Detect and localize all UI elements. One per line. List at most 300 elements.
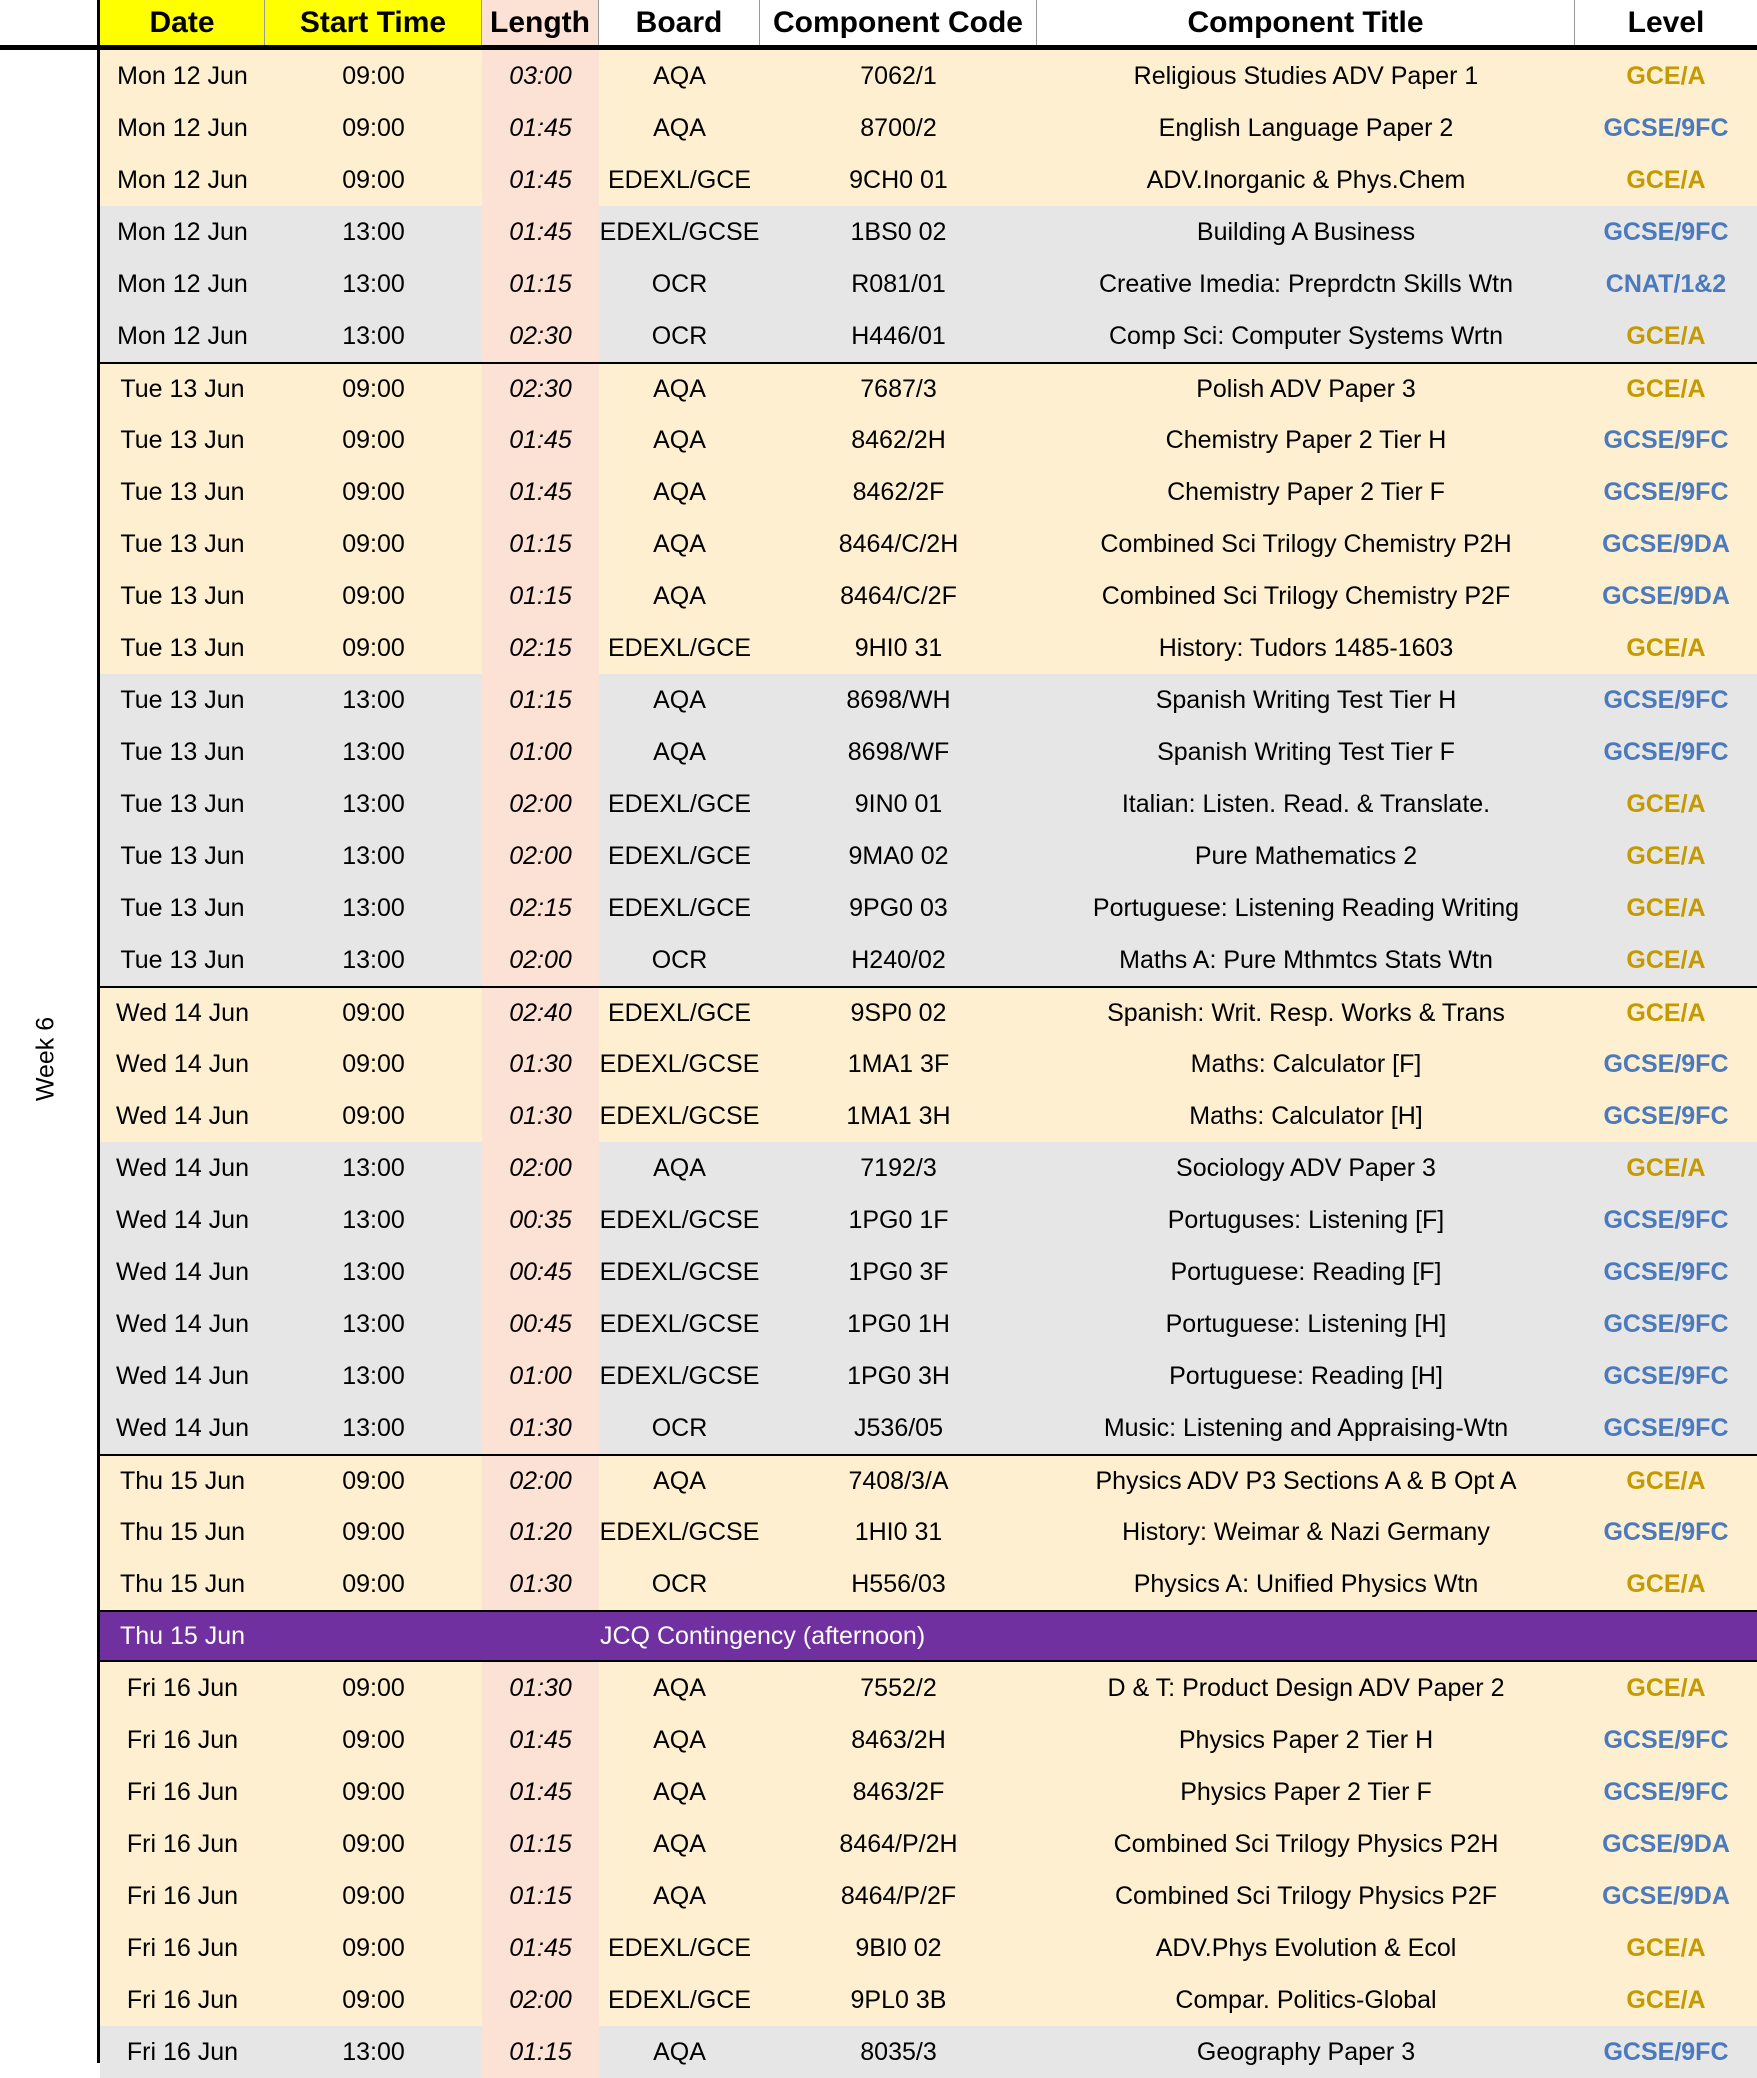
cell-level: GCSE/9FC bbox=[1603, 1257, 1729, 1286]
table-row bbox=[100, 102, 1757, 154]
cell-level: GCSE/9FC bbox=[1603, 1205, 1729, 1234]
cell-board: OCR bbox=[651, 945, 708, 974]
cell-title: History: Weimar & Nazi Germany bbox=[1122, 1517, 1490, 1546]
cell-level: GCSE/9FC bbox=[1603, 685, 1729, 714]
cell-start: 13:00 bbox=[342, 1361, 405, 1390]
cell-board: EDEXL/GCSE bbox=[599, 1101, 760, 1130]
cell-start: 09:00 bbox=[342, 529, 405, 558]
cell-level: GCSE/9FC bbox=[1603, 1725, 1729, 1754]
table-row bbox=[100, 1870, 1757, 1922]
table-row bbox=[100, 1350, 1757, 1402]
cell-length: 01:15 bbox=[482, 1870, 599, 1922]
cell-date: Tue 13 Jun bbox=[120, 633, 245, 662]
cell-level: GCSE/9FC bbox=[1603, 477, 1729, 506]
cell-level: GCE/A bbox=[1626, 841, 1706, 870]
header-date: Date bbox=[100, 0, 265, 45]
cell-start: 13:00 bbox=[342, 1205, 405, 1234]
cell-code: 8698/WF bbox=[847, 737, 950, 766]
cell-length: 01:15 bbox=[482, 2026, 599, 2078]
cell-board: AQA bbox=[653, 685, 706, 714]
header-length: Length bbox=[482, 0, 599, 45]
cell-length: 01:30 bbox=[482, 1662, 599, 1714]
cell-title: Music: Listening and Appraising-Wtn bbox=[1103, 1413, 1509, 1442]
cell-length: 02:00 bbox=[482, 778, 599, 830]
cell-board: AQA bbox=[653, 1881, 706, 1910]
cell-date: Fri 16 Jun bbox=[126, 1673, 239, 1702]
table-row bbox=[100, 1818, 1757, 1870]
cell-board: AQA bbox=[653, 1153, 706, 1182]
cell-board: EDEXL/GCE bbox=[607, 1985, 752, 2014]
cell-length: 03:00 bbox=[482, 50, 599, 102]
table-row bbox=[100, 258, 1757, 310]
cell-code: 8464/C/2F bbox=[840, 581, 957, 610]
cell-start: 09:00 bbox=[342, 61, 405, 90]
cell-board: EDEXL/GCSE bbox=[599, 1309, 760, 1338]
cell-code: 8463/2F bbox=[852, 1777, 945, 1806]
cell-date: Thu 15 Jun bbox=[119, 1517, 246, 1546]
cell-board: AQA bbox=[653, 1466, 706, 1495]
cell-level: GCE/A bbox=[1626, 789, 1706, 818]
cell-code: 8700/2 bbox=[860, 113, 937, 142]
cell-board: EDEXL/GCE bbox=[607, 1933, 752, 1962]
cell-level: GCSE/9DA bbox=[1602, 529, 1730, 558]
cell-start: 13:00 bbox=[342, 217, 405, 246]
cell-title: Combined Sci Trilogy Chemistry P2F bbox=[1101, 581, 1511, 610]
cell-code: 9SP0 02 bbox=[850, 998, 947, 1027]
cell-date: Wed 14 Jun bbox=[116, 1205, 249, 1234]
cell-date: Fri 16 Jun bbox=[126, 2037, 239, 2066]
cell-level: GCE/A bbox=[1626, 165, 1706, 194]
cell-title: Compar. Politics-Global bbox=[1175, 1985, 1437, 2014]
cell-code: 1MA1 3F bbox=[847, 1049, 950, 1078]
cell-level: GCE/A bbox=[1626, 998, 1706, 1027]
cell-start: 13:00 bbox=[342, 1413, 405, 1442]
table-row bbox=[100, 1142, 1757, 1194]
cell-level: GCE/A bbox=[1626, 1153, 1706, 1182]
cell-title: Maths: Calculator [H] bbox=[1189, 1101, 1423, 1130]
cell-start: 13:00 bbox=[342, 269, 405, 298]
cell-start: 09:00 bbox=[342, 374, 405, 403]
cell-code: H446/01 bbox=[851, 321, 946, 350]
table-row bbox=[100, 986, 1757, 1038]
cell-length: 01:30 bbox=[482, 1402, 599, 1454]
cell-date: Fri 16 Jun bbox=[126, 1881, 239, 1910]
cell-date: Tue 13 Jun bbox=[120, 789, 245, 818]
cell-level: GCSE/9FC bbox=[1603, 1361, 1729, 1390]
cell-level: GCE/A bbox=[1626, 1673, 1706, 1702]
table-row bbox=[100, 1246, 1757, 1298]
cell-length: 01:45 bbox=[482, 466, 599, 518]
table-row bbox=[100, 50, 1757, 102]
table-row bbox=[100, 726, 1757, 778]
cell-start: 09:00 bbox=[342, 1829, 405, 1858]
cell-length: 00:45 bbox=[482, 1246, 599, 1298]
cell-length: 01:20 bbox=[482, 1506, 599, 1558]
cell-board: AQA bbox=[653, 1725, 706, 1754]
cell-title: Pure Mathematics 2 bbox=[1194, 841, 1418, 870]
cell-length: 02:30 bbox=[482, 310, 599, 362]
cell-start: 13:00 bbox=[342, 1257, 405, 1286]
cell-date: Mon 12 Jun bbox=[117, 113, 248, 142]
cell-length: 01:30 bbox=[482, 1558, 599, 1610]
cell-length: 02:15 bbox=[482, 622, 599, 674]
table-row bbox=[100, 1298, 1757, 1350]
cell-board: EDEXL/GCE bbox=[607, 165, 752, 194]
cell-title: ADV.Inorganic & Phys.Chem bbox=[1146, 165, 1466, 194]
cell-code: 1HI0 31 bbox=[854, 1517, 943, 1546]
cell-length: 02:40 bbox=[482, 988, 599, 1038]
table-row bbox=[100, 674, 1757, 726]
header-level: Level bbox=[1575, 0, 1757, 45]
cell-date: Mon 12 Jun bbox=[117, 269, 248, 298]
cell-code: 1PG0 3H bbox=[847, 1361, 950, 1390]
table-row bbox=[100, 778, 1757, 830]
cell-title: Physics Paper 2 Tier F bbox=[1180, 1777, 1432, 1806]
cell-board: OCR bbox=[651, 1569, 708, 1598]
cell-start: 13:00 bbox=[342, 685, 405, 714]
cell-code: H556/03 bbox=[851, 1569, 946, 1598]
table-row bbox=[100, 1922, 1757, 1974]
cell-title: Combined Sci Trilogy Physics P2H bbox=[1113, 1829, 1499, 1858]
cell-board: AQA bbox=[653, 374, 706, 403]
cell-date: Thu 15 Jun bbox=[119, 1569, 246, 1598]
cell-title: Portuguses: Listening [F] bbox=[1167, 1205, 1445, 1234]
cell-level: GCSE/9FC bbox=[1603, 1309, 1729, 1338]
cell-date: Mon 12 Jun bbox=[117, 217, 248, 246]
cell-date: Mon 12 Jun bbox=[117, 61, 248, 90]
cell-level: GCE/A bbox=[1626, 1985, 1706, 2014]
cell-board: EDEXL/GCE bbox=[607, 789, 752, 818]
cell-code: 8698/WH bbox=[846, 685, 951, 714]
cell-date: Wed 14 Jun bbox=[116, 998, 249, 1027]
cell-level: GCSE/9FC bbox=[1603, 1517, 1729, 1546]
cell-start: 13:00 bbox=[342, 945, 405, 974]
cell-code: 1MA1 3H bbox=[846, 1101, 951, 1130]
cell-length: 02:00 bbox=[482, 830, 599, 882]
table-row bbox=[100, 1038, 1757, 1090]
cell-length: 01:45 bbox=[482, 206, 599, 258]
cell-code: 7552/2 bbox=[860, 1673, 937, 1702]
table-row bbox=[100, 310, 1757, 362]
cell-board: EDEXL/GCE bbox=[607, 998, 752, 1027]
cell-title: Comp Sci: Computer Systems Wrtn bbox=[1108, 321, 1504, 350]
cell-date: Fri 16 Jun bbox=[126, 1985, 239, 2014]
table-row bbox=[100, 206, 1757, 258]
cell-length: 01:00 bbox=[482, 1350, 599, 1402]
table-row bbox=[100, 1402, 1757, 1454]
cell-start: 09:00 bbox=[342, 1049, 405, 1078]
header-start-time: Start Time bbox=[265, 0, 482, 45]
table-row bbox=[100, 1090, 1757, 1142]
cell-title: Physics Paper 2 Tier H bbox=[1178, 1725, 1434, 1754]
cell-start: 13:00 bbox=[342, 737, 405, 766]
cell-level: GCSE/9FC bbox=[1603, 1413, 1729, 1442]
cell-length: 01:15 bbox=[482, 570, 599, 622]
cell-level: GCE/A bbox=[1626, 1466, 1706, 1495]
cell-code: R081/01 bbox=[851, 269, 946, 298]
cell-title: Combined Sci Trilogy Physics P2F bbox=[1114, 1881, 1498, 1910]
cell-level: GCSE/9FC bbox=[1603, 737, 1729, 766]
cell-title: Maths A: Pure Mthmtcs Stats Wtn bbox=[1119, 945, 1493, 974]
cell-level: GCSE/9FC bbox=[1603, 217, 1729, 246]
cell-code: 8463/2H bbox=[851, 1725, 946, 1754]
cell-level: GCE/A bbox=[1626, 1569, 1706, 1598]
cell-title: Spanish Writing Test Tier H bbox=[1155, 685, 1457, 714]
cell-start: 09:00 bbox=[342, 633, 405, 662]
timetable-body bbox=[100, 50, 1757, 2078]
cell-title: Combined Sci Trilogy Chemistry P2H bbox=[1100, 529, 1512, 558]
cell-length: 01:30 bbox=[482, 1090, 599, 1142]
cell-length: 02:30 bbox=[482, 364, 599, 414]
cell-title: Portuguese: Reading [F] bbox=[1170, 1257, 1442, 1286]
cell-start: 09:00 bbox=[342, 1725, 405, 1754]
cell-title: Religious Studies ADV Paper 1 bbox=[1133, 61, 1479, 90]
cell-code: 8462/2H bbox=[851, 425, 946, 454]
cell-level: GCSE/9FC bbox=[1603, 1777, 1729, 1806]
cell-board: AQA bbox=[653, 1829, 706, 1858]
contingency-date: Thu 15 Jun bbox=[119, 1621, 246, 1650]
cell-length: 01:45 bbox=[482, 414, 599, 466]
cell-date: Tue 13 Jun bbox=[120, 841, 245, 870]
cell-start: 09:00 bbox=[342, 1777, 405, 1806]
table-row bbox=[100, 570, 1757, 622]
cell-level: GCSE/9DA bbox=[1602, 1881, 1730, 1910]
cell-code: 8464/P/2H bbox=[839, 1829, 958, 1858]
cell-length: 01:15 bbox=[482, 674, 599, 726]
cell-title: Sociology ADV Paper 3 bbox=[1176, 1153, 1436, 1182]
cell-level: GCE/A bbox=[1626, 61, 1706, 90]
cell-level: GCSE/9FC bbox=[1603, 1101, 1729, 1130]
cell-title: Portuguese: Listening [H] bbox=[1165, 1309, 1447, 1338]
cell-date: Tue 13 Jun bbox=[120, 685, 245, 714]
cell-level: CNAT/1&2 bbox=[1605, 269, 1727, 298]
cell-board: AQA bbox=[653, 113, 706, 142]
cell-length: 01:45 bbox=[482, 1922, 599, 1974]
cell-title: Spanish Writing Test Tier F bbox=[1157, 737, 1455, 766]
cell-level: GCSE/9FC bbox=[1603, 113, 1729, 142]
cell-board: OCR bbox=[651, 1413, 708, 1442]
table-row bbox=[100, 1454, 1757, 1506]
cell-level: GCSE/9FC bbox=[1603, 1049, 1729, 1078]
cell-board: EDEXL/GCSE bbox=[599, 1257, 760, 1286]
cell-code: 7408/3/A bbox=[848, 1466, 949, 1495]
cell-start: 13:00 bbox=[342, 893, 405, 922]
table-row bbox=[100, 934, 1757, 986]
cell-start: 13:00 bbox=[342, 321, 405, 350]
cell-board: OCR bbox=[651, 269, 708, 298]
table-row bbox=[100, 1506, 1757, 1558]
cell-level: GCSE/9FC bbox=[1603, 2037, 1729, 2066]
cell-date: Tue 13 Jun bbox=[120, 893, 245, 922]
cell-start: 13:00 bbox=[342, 841, 405, 870]
cell-board: AQA bbox=[653, 2037, 706, 2066]
cell-level: GCE/A bbox=[1626, 1933, 1706, 1962]
cell-board: EDEXL/GCSE bbox=[599, 1049, 760, 1078]
cell-title: Geography Paper 3 bbox=[1196, 2037, 1416, 2066]
cell-title: Chemistry Paper 2 Tier H bbox=[1165, 425, 1447, 454]
table-row bbox=[100, 622, 1757, 674]
cell-length: 02:00 bbox=[482, 934, 599, 986]
cell-date: Fri 16 Jun bbox=[126, 1777, 239, 1806]
cell-date: Tue 13 Jun bbox=[120, 477, 245, 506]
cell-length: 00:45 bbox=[482, 1298, 599, 1350]
cell-title: Creative Imedia: Preprdctn Skills Wtn bbox=[1098, 269, 1514, 298]
cell-date: Mon 12 Jun bbox=[117, 165, 248, 194]
cell-board: EDEXL/GCSE bbox=[599, 1361, 760, 1390]
week-column bbox=[0, 0, 100, 2063]
cell-level: GCE/A bbox=[1626, 633, 1706, 662]
cell-start: 09:00 bbox=[342, 425, 405, 454]
cell-code: 8462/2F bbox=[852, 477, 945, 506]
cell-length: 01:15 bbox=[482, 258, 599, 310]
cell-length: 01:45 bbox=[482, 154, 599, 206]
table-row bbox=[100, 1558, 1757, 1610]
cell-board: AQA bbox=[653, 425, 706, 454]
cell-date: Thu 15 Jun bbox=[119, 1466, 246, 1495]
cell-date: Mon 12 Jun bbox=[117, 321, 248, 350]
cell-date: Wed 14 Jun bbox=[116, 1257, 249, 1286]
week-label: Week 6 bbox=[31, 1016, 60, 1102]
cell-date: Wed 14 Jun bbox=[116, 1361, 249, 1390]
cell-level: GCE/A bbox=[1626, 374, 1706, 403]
cell-date: Tue 13 Jun bbox=[120, 737, 245, 766]
cell-title: Building A Business bbox=[1196, 217, 1416, 246]
table-row bbox=[100, 1714, 1757, 1766]
cell-board: AQA bbox=[653, 61, 706, 90]
cell-title: Portuguese: Reading [H] bbox=[1169, 1361, 1443, 1390]
cell-code: 9BI0 02 bbox=[855, 1933, 942, 1962]
cell-code: H240/02 bbox=[851, 945, 946, 974]
cell-code: 7062/1 bbox=[860, 61, 937, 90]
table-header bbox=[100, 0, 1757, 45]
cell-start: 09:00 bbox=[342, 1466, 405, 1495]
cell-code: 9HI0 31 bbox=[854, 633, 943, 662]
contingency-text: JCQ Contingency (afternoon) bbox=[600, 1621, 926, 1650]
cell-start: 09:00 bbox=[342, 477, 405, 506]
cell-length: 00:35 bbox=[482, 1194, 599, 1246]
table-row bbox=[100, 518, 1757, 570]
cell-code: 9IN0 01 bbox=[854, 789, 943, 818]
cell-length: 01:15 bbox=[482, 1818, 599, 1870]
cell-title: Portuguese: Listening Reading Writing bbox=[1092, 893, 1520, 922]
cell-board: AQA bbox=[653, 1673, 706, 1702]
table-row bbox=[100, 362, 1757, 414]
cell-length: 02:00 bbox=[482, 1456, 599, 1506]
cell-title: Italian: Listen. Read. & Translate. bbox=[1121, 789, 1491, 818]
cell-board: AQA bbox=[653, 477, 706, 506]
cell-title: Maths: Calculator [F] bbox=[1190, 1049, 1422, 1078]
table-row bbox=[100, 466, 1757, 518]
cell-board: AQA bbox=[653, 737, 706, 766]
cell-code: 9CH0 01 bbox=[849, 165, 948, 194]
cell-start: 09:00 bbox=[342, 1933, 405, 1962]
contingency-row bbox=[100, 1610, 1757, 1662]
table-row bbox=[100, 154, 1757, 206]
cell-board: EDEXL/GCSE bbox=[599, 1517, 760, 1546]
cell-date: Tue 13 Jun bbox=[120, 945, 245, 974]
cell-code: 8464/C/2H bbox=[838, 529, 959, 558]
cell-title: History: Tudors 1485-1603 bbox=[1158, 633, 1454, 662]
table-row bbox=[100, 414, 1757, 466]
cell-date: Tue 13 Jun bbox=[120, 529, 245, 558]
cell-start: 09:00 bbox=[342, 1673, 405, 1702]
cell-length: 02:00 bbox=[482, 1974, 599, 2026]
cell-date: Wed 14 Jun bbox=[116, 1309, 249, 1338]
table-row bbox=[100, 1766, 1757, 1818]
header-component-title: Component Title bbox=[1037, 0, 1575, 45]
cell-start: 09:00 bbox=[342, 1517, 405, 1546]
cell-title: Physics A: Unified Physics Wtn bbox=[1133, 1569, 1479, 1598]
header-board: Board bbox=[599, 0, 760, 45]
table-row bbox=[100, 1662, 1757, 1714]
cell-code: 8035/3 bbox=[860, 2037, 937, 2066]
cell-code: 7192/3 bbox=[860, 1153, 937, 1182]
cell-length: 01:45 bbox=[482, 102, 599, 154]
cell-title: Spanish: Writ. Resp. Works & Trans bbox=[1107, 998, 1505, 1027]
cell-code: 9MA0 02 bbox=[848, 841, 949, 870]
cell-code: J536/05 bbox=[854, 1413, 943, 1442]
header-component-code: Component Code bbox=[760, 0, 1037, 45]
cell-length: 02:00 bbox=[482, 1142, 599, 1194]
cell-level: GCSE/9FC bbox=[1603, 425, 1729, 454]
cell-code: 1PG0 1H bbox=[847, 1309, 950, 1338]
cell-board: AQA bbox=[653, 581, 706, 610]
cell-start: 13:00 bbox=[342, 789, 405, 818]
cell-date: Tue 13 Jun bbox=[120, 374, 245, 403]
cell-code: 7687/3 bbox=[860, 374, 937, 403]
cell-title: ADV.Phys Evolution & Ecol bbox=[1155, 1933, 1457, 1962]
cell-title: Polish ADV Paper 3 bbox=[1196, 374, 1416, 403]
cell-length: 01:00 bbox=[482, 726, 599, 778]
cell-date: Fri 16 Jun bbox=[126, 1829, 239, 1858]
cell-board: AQA bbox=[653, 529, 706, 558]
cell-date: Tue 13 Jun bbox=[120, 581, 245, 610]
table-row bbox=[100, 1974, 1757, 2026]
cell-date: Wed 14 Jun bbox=[116, 1413, 249, 1442]
cell-level: GCE/A bbox=[1626, 321, 1706, 350]
cell-start: 13:00 bbox=[342, 1153, 405, 1182]
cell-level: GCE/A bbox=[1626, 945, 1706, 974]
cell-title: D & T: Product Design ADV Paper 2 bbox=[1107, 1673, 1505, 1702]
cell-board: EDEXL/GCSE bbox=[599, 1205, 760, 1234]
table-row bbox=[100, 830, 1757, 882]
cell-length: 02:15 bbox=[482, 882, 599, 934]
cell-date: Wed 14 Jun bbox=[116, 1049, 249, 1078]
cell-date: Fri 16 Jun bbox=[126, 1933, 239, 1962]
cell-code: 1PG0 3F bbox=[848, 1257, 949, 1286]
cell-date: Wed 14 Jun bbox=[116, 1101, 249, 1130]
cell-board: AQA bbox=[653, 1777, 706, 1806]
cell-board: EDEXL/GCSE bbox=[599, 217, 760, 246]
cell-code: 9PG0 03 bbox=[849, 893, 948, 922]
cell-title: English Language Paper 2 bbox=[1158, 113, 1454, 142]
cell-date: Fri 16 Jun bbox=[126, 1725, 239, 1754]
cell-board: OCR bbox=[651, 321, 708, 350]
cell-start: 09:00 bbox=[342, 1985, 405, 2014]
cell-length: 01:45 bbox=[482, 1714, 599, 1766]
cell-start: 09:00 bbox=[342, 165, 405, 194]
cell-board: EDEXL/GCE bbox=[607, 841, 752, 870]
table-row bbox=[100, 2026, 1757, 2078]
cell-title: Chemistry Paper 2 Tier F bbox=[1167, 477, 1445, 506]
cell-code: 8464/P/2F bbox=[840, 1881, 957, 1910]
cell-length: 01:45 bbox=[482, 1766, 599, 1818]
cell-code: 1PG0 1F bbox=[848, 1205, 949, 1234]
cell-level: GCE/A bbox=[1626, 893, 1706, 922]
cell-start: 09:00 bbox=[342, 1569, 405, 1598]
cell-start: 09:00 bbox=[342, 113, 405, 142]
cell-title: Physics ADV P3 Sections A & B Opt A bbox=[1095, 1466, 1517, 1495]
